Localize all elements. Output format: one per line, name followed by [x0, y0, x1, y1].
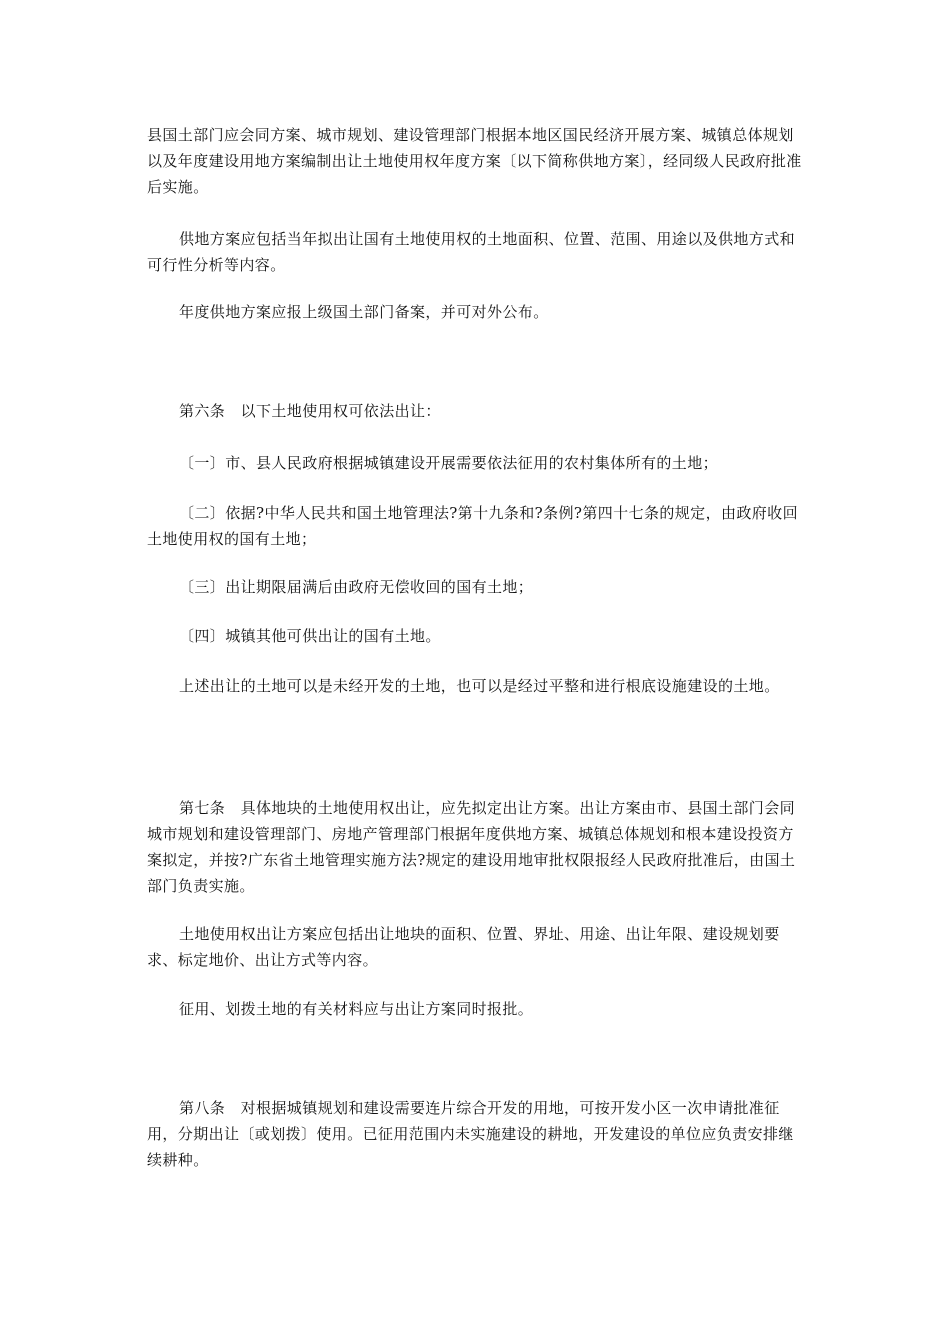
article-7-approval: 征用、划拨土地的有关材料应与出让方案同时报批。 — [179, 1000, 534, 1018]
article-6-item-1: 〔一〕市、县人民政府根据城镇建设开展需要依法征用的农村集体所有的土地； — [179, 454, 719, 472]
article-6-item-4: 〔四〕城镇其他可供出让的国有土地。 — [179, 627, 441, 645]
article-6-note: 上述出让的土地可以是未经开发的土地，也可以是经过平整和进行根底设施建设的土地。 — [179, 677, 780, 695]
article-7-body: 第七条 具体地块的土地使用权出让，应先拟定出让方案。出让方案由市、县国土部门会同城市规划和建设管理部门、房地产管理部门根据年度供地方案、城镇总体规划和根本建设投资方案拟定，并按?广东省土地管理实施方法?规定的建设用地审批权限报经人民政府批准后，由国土部门负责实施。 — [147, 799, 796, 895]
article-6-item-3: 〔三〕出让期限届满后由政府无偿收回的国有土地； — [179, 578, 534, 596]
article-6-heading: 第六条 以下土地使用权可依法出让： — [179, 402, 441, 420]
article-6-item-2: 〔二〕依据?中华人民共和国土地管理法?第十九条和?条例?第四十七条的规定，由政府收回土地使用权的国有土地； — [147, 504, 798, 548]
paragraph-supply-plan-content: 供地方案应包括当年拟出让国有土地使用权的土地面积、位置、范围、用途以及供地方式和可行性分析等内容。 — [147, 230, 796, 274]
paragraph-supply-plan-compilation: 县国土部门应会同方案、城市规划、建设管理部门根据本地区国民经济开展方案、城镇总体规划以及年度建设用地方案编制出让土地使用权年度方案〔以下简称供地方案〕，经同级人民政府批准后实施。 — [147, 126, 802, 196]
paragraph-supply-plan-filing: 年度供地方案应报上级国土部门备案，并可对外公布。 — [179, 303, 549, 321]
article-7-plan-content: 土地使用权出让方案应包括出让地块的面积、位置、界址、用途、出让年限、建设规划要求、标定地价、出让方式等内容。 — [147, 925, 780, 969]
article-8-body: 第八条 对根据城镇规划和建设需要连片综合开发的用地，可按开发小区一次申请批准征用，分期出让〔或划拨〕使用。已征用范围内未实施建设的耕地，开发建设的单位应负责安排继续耕种。 — [147, 1099, 794, 1169]
